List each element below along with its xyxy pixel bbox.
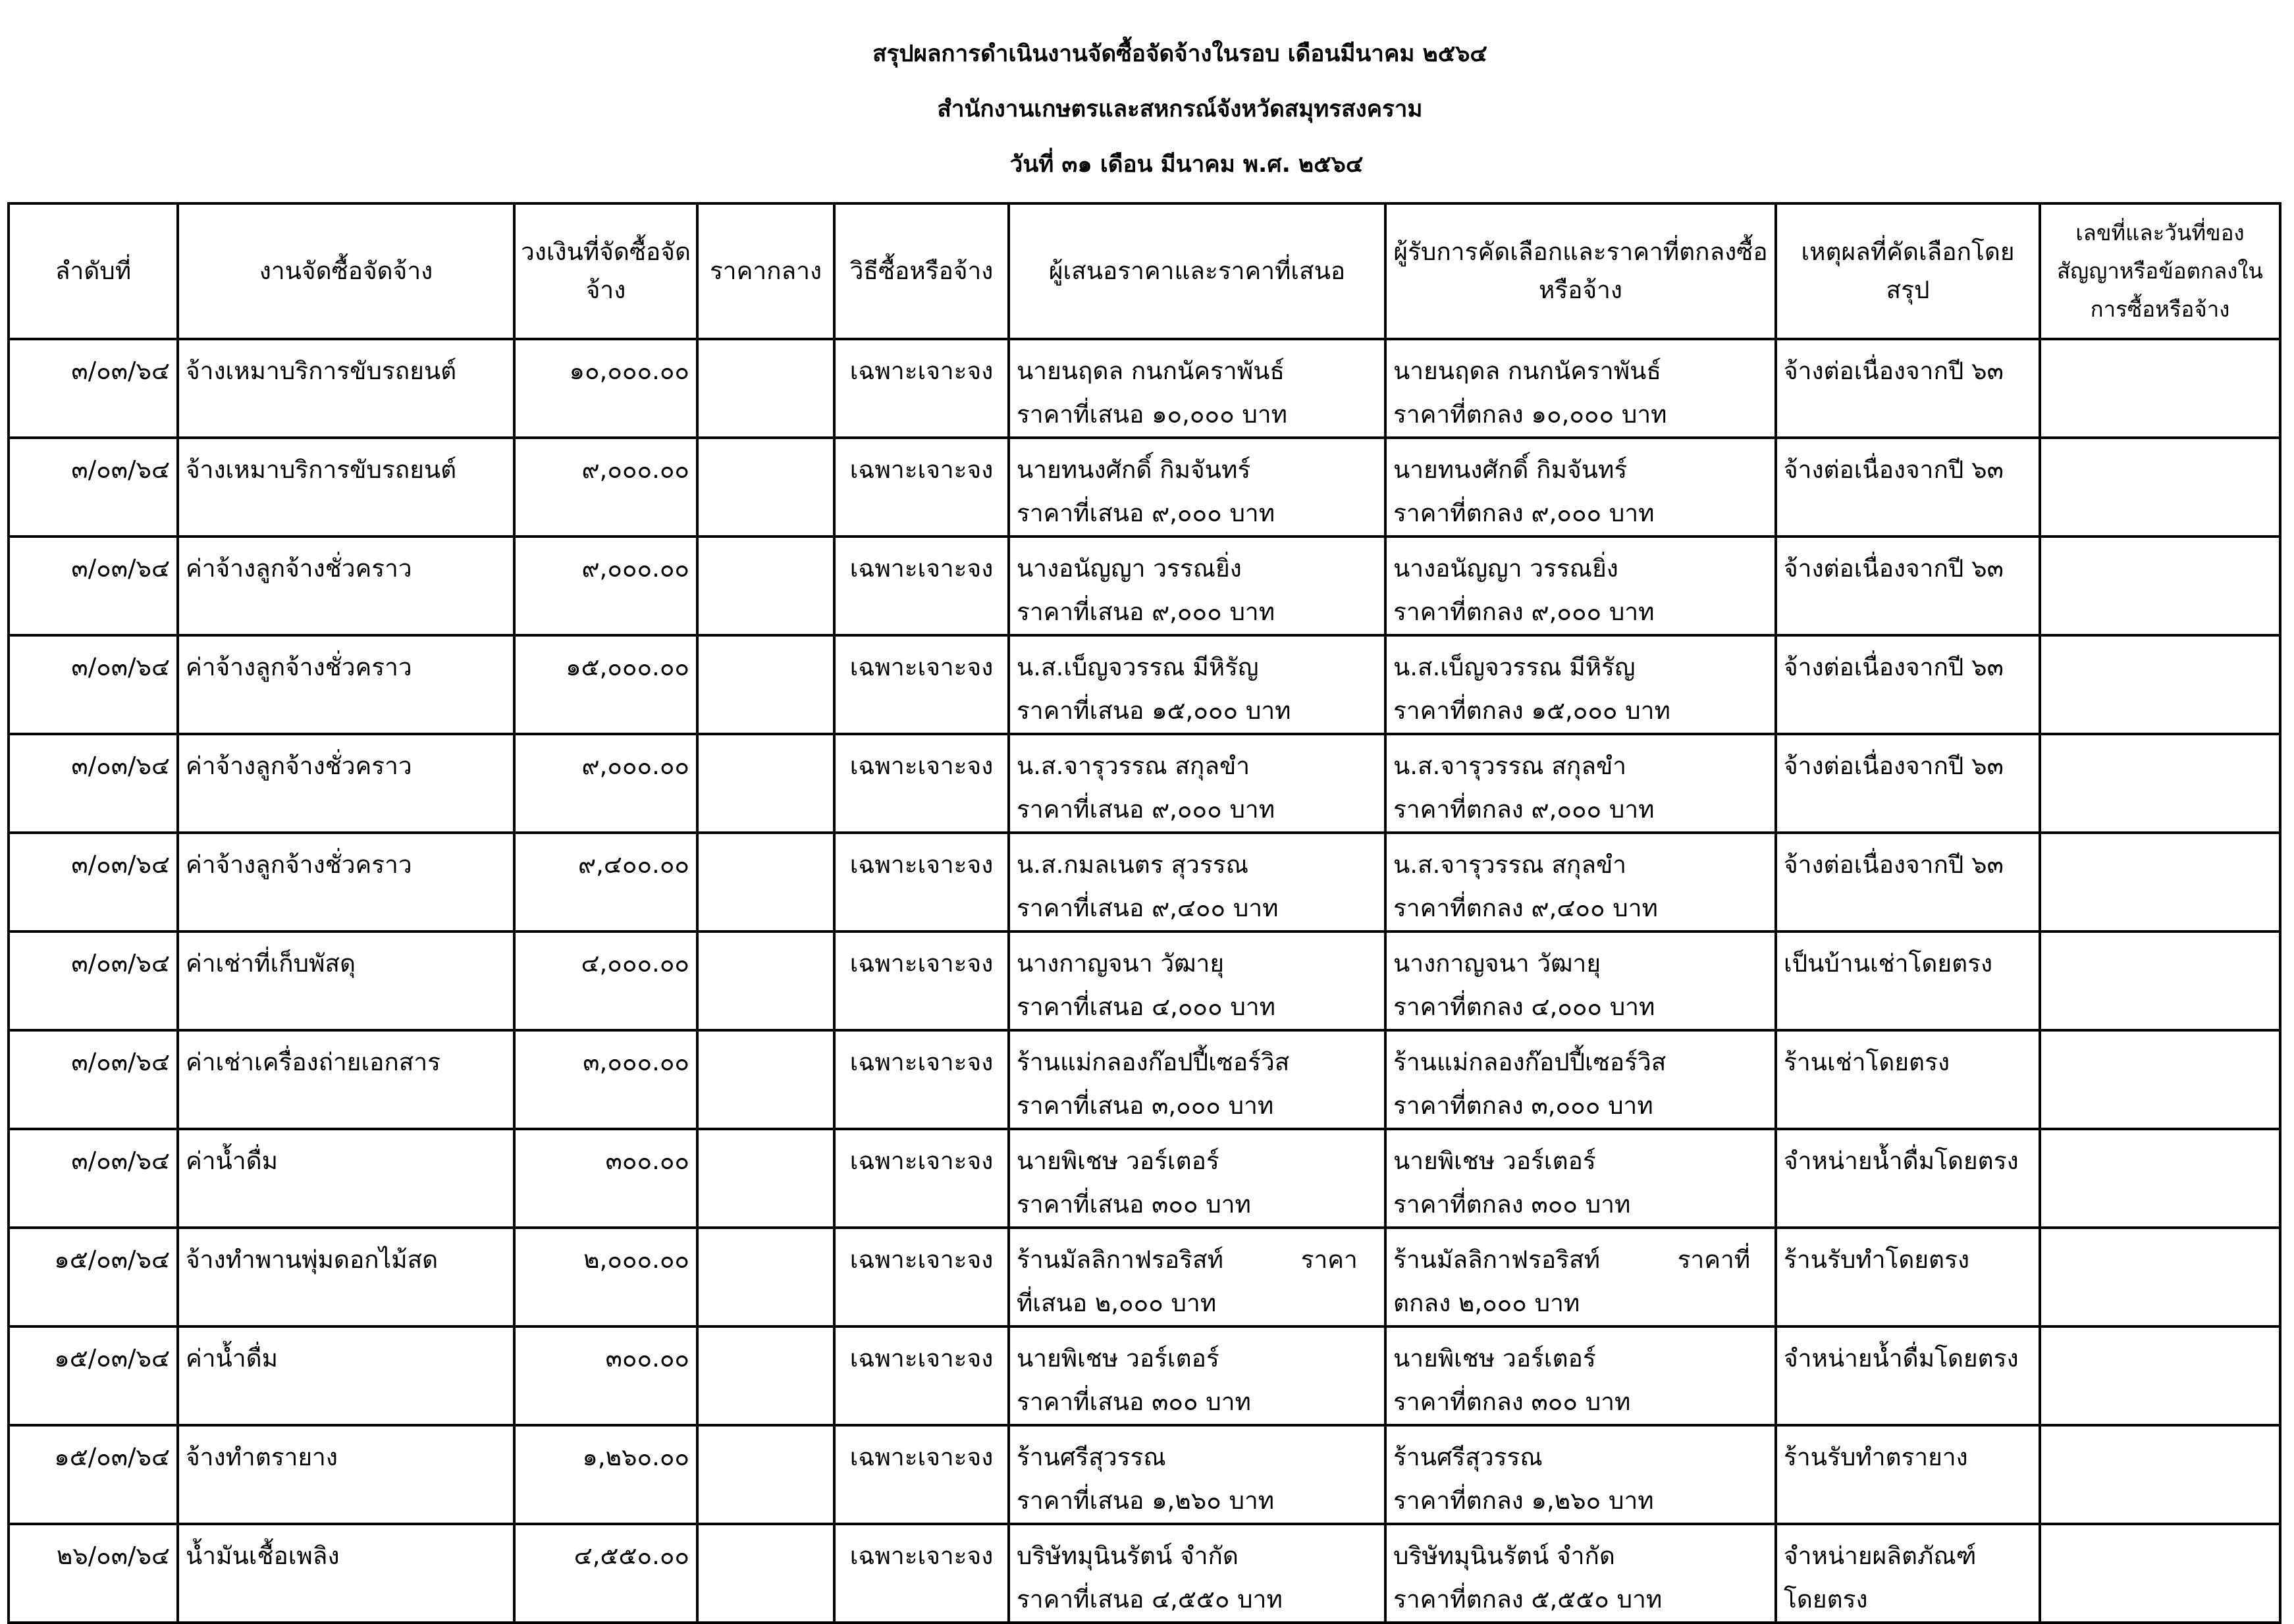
col-header-seq: ลำดับที่ [9,203,178,339]
col-header-contract: เลขที่และวันที่ของสัญญาหรือข้อตกลงในการซื้อหรือจ้าง [2040,203,2280,339]
bidder-price: ราคาที่เสนอ ๔,๕๕๐ บาท [1017,1585,1283,1613]
row-method: เฉพาะเจาะจง [834,1030,1009,1129]
table-row [9,635,2280,734]
row-method: เฉพาะเจาะจง [834,833,1009,931]
row-reason [1776,1228,2040,1326]
reason-line-1: จ้างต่อเนื่องจากปี ๖๓ [1784,653,2004,681]
winner-name: นายพิเชษ วอร์เตอร์ [1393,1344,1596,1373]
bidder-price: ราคาที่เสนอ ๑๕,๐๐๐ บาท [1017,696,1291,725]
bidder-price: ราคาที่เสนอ ๙,๐๐๐ บาท [1017,795,1275,824]
row-work: ค่าน้ำดื่ม [178,1326,514,1425]
row-budget: ๔,๕๕๐.๐๐ [514,1524,697,1623]
winner-price: ราคาที่ตกลง ๙,๐๐๐ บาท [1393,598,1655,626]
row-date: ๓/๐๓/๖๔ [9,734,178,833]
row-reason [1776,1030,2040,1129]
row-date: ๓/๐๓/๖๔ [9,438,178,537]
row-date: ๑๕/๐๓/๖๔ [9,1425,178,1524]
row-method: เฉพาะเจาะจง [834,537,1009,635]
row-median-price [697,931,834,1030]
col-header-budget: วงเงินที่จัดซื้อจัดจ้าง [514,203,697,339]
row-median-price [697,1030,834,1129]
reason-line-1: จำหน่ายน้ำดื่มโดยตรง [1784,1147,2019,1175]
row-contract [2040,1524,2280,1623]
table-row [9,1228,2280,1326]
col-header-bidders: ผู้เสนอราคาและราคาที่เสนอ [1009,203,1385,339]
winner-name: นางกาญจนา วัฒายุ [1393,949,1601,978]
row-bidder [1009,339,1385,438]
bidder-price: ราคาที่เสนอ ๑๐,๐๐๐ บาท [1017,400,1288,429]
row-date: ๓/๐๓/๖๔ [9,833,178,931]
row-work: น้ำมันเชื้อเพลิง [178,1524,514,1623]
row-bidder [1009,1228,1385,1326]
procurement-table [7,202,2281,1624]
bidder-name: นายพิเชษ วอร์เตอร์ [1017,1147,1219,1175]
winner-name: นายทนงศักดิ์ กิมจันทร์ [1393,456,1628,484]
table-row [9,1326,2280,1425]
reason-line-1: ร้านรับทำตรายาง [1784,1443,1968,1471]
winner-name: นายพิเชษ วอร์เตอร์ [1393,1147,1596,1175]
bidder-name: น.ส.จารุวรรณ สกุลขำ [1017,752,1250,780]
bidder-price: ราคาที่เสนอ ๑,๒๖๐ บาท [1017,1486,1275,1515]
row-bidder [1009,1524,1385,1623]
reason-line-1: เป็นบ้านเช่าโดยตรง [1784,949,1993,978]
row-bidder [1009,1030,1385,1129]
row-contract [2040,438,2280,537]
row-date: ๑๕/๐๓/๖๔ [9,1228,178,1326]
row-bidder [1009,734,1385,833]
reason-line-1: ร้านรับทำโดยตรง [1784,1245,1970,1274]
row-date: ๓/๐๓/๖๔ [9,1129,178,1228]
row-winner [1385,1524,1776,1623]
bidder-name: นายทนงศักดิ์ กิมจันทร์ [1017,456,1251,484]
row-method: เฉพาะเจาะจง [834,1228,1009,1326]
row-method: เฉพาะเจาะจง [834,734,1009,833]
row-reason [1776,339,2040,438]
winner-name: ร้านแม่กลองก๊อปปี้เซอร์วิส [1393,1048,1667,1076]
bidder-name: บริษัทมุนินรัตน์ จำกัด [1017,1542,1239,1570]
row-work: จ้างเหมาบริการขับรถยนต์ [178,438,514,537]
reason-line-1: จ้างต่อเนื่องจากปี ๖๓ [1784,851,2004,879]
row-method: เฉพาะเจาะจง [834,1425,1009,1524]
row-work: ค่าเช่าที่เก็บพัสดุ [178,931,514,1030]
row-winner [1385,1326,1776,1425]
row-median-price [697,339,834,438]
bidder-name: น.ส.เบ็ญจวรรณ มีหิรัญ [1017,653,1259,681]
agency-name: สำนักงานเกษตรและสหกรณ์จังหวัดสมุทรสงคราม [937,96,1423,122]
document-header [0,41,2294,207]
row-date: ๓/๐๓/๖๔ [9,635,178,734]
row-work: ค่าจ้างลูกจ้างชั่วคราว [178,537,514,635]
bidder-price: ราคาที่เสนอ ๙,๐๐๐ บาท [1017,598,1275,626]
table-row [9,833,2280,931]
row-reason [1776,635,2040,734]
reason-line-1: จำหน่ายผลิตภัณฑ์ [1784,1542,1977,1570]
winner-price: ราคาที่ตกลง ๙,๐๐๐ บาท [1393,499,1655,527]
row-reason [1776,438,2040,537]
winner-price: ราคาที่ตกลง ๑๐,๐๐๐ บาท [1393,400,1667,429]
row-budget: ๓,๐๐๐.๐๐ [514,1030,697,1129]
row-method: เฉพาะเจาะจง [834,931,1009,1030]
report-title: สรุปผลการดำเนินงานจัดซื้อจัดจ้างในรอบ เดือนมีนาคม ๒๕๖๔ [872,41,1487,67]
row-date: ๓/๐๓/๖๔ [9,537,178,635]
row-contract [2040,1425,2280,1524]
row-budget: ๓๐๐.๐๐ [514,1129,697,1228]
row-budget: ๙,๔๐๐.๐๐ [514,833,697,931]
bidder-price: ราคาที่เสนอ ๔,๐๐๐ บาท [1017,993,1275,1021]
row-work: จ้างทำพานพุ่มดอกไม้สด [178,1228,514,1326]
row-budget: ๒,๐๐๐.๐๐ [514,1228,697,1326]
row-bidder [1009,1326,1385,1425]
bidder-name: นายนฤดล กนกนัคราพันธ์ [1017,357,1285,385]
row-date: ๓/๐๓/๖๔ [9,339,178,438]
bidder-price: ที่เสนอ ๒,๐๐๐ บาท [1017,1289,1217,1317]
row-winner [1385,1030,1776,1129]
row-contract [2040,1129,2280,1228]
row-contract [2040,635,2280,734]
col-header-work: งานจัดซื้อจัดจ้าง [178,203,514,339]
row-winner [1385,734,1776,833]
row-median-price [697,1228,834,1326]
winner-name: น.ส.เบ็ญจวรรณ มีหิรัญ [1393,653,1636,681]
row-budget: ๙,๐๐๐.๐๐ [514,438,697,537]
table-row [9,1030,2280,1129]
row-median-price [697,537,834,635]
row-budget: ๑๐,๐๐๐.๐๐ [514,339,697,438]
reason-line-2: โดยตรง [1784,1585,1868,1613]
table-body [9,339,2280,1623]
winner-name: น.ส.จารุวรรณ สกุลขำ [1393,752,1627,780]
winner-price: ราคาที่ตกลง ๕,๕๕๐ บาท [1393,1585,1663,1613]
row-median-price [697,1326,834,1425]
table-row [9,1524,2280,1623]
winner-price: ราคาที่ตกลง ๓๐๐ บาท [1393,1190,1631,1218]
row-budget: ๑,๒๖๐.๐๐ [514,1425,697,1524]
col-header-reason: เหตุผลที่คัดเลือกโดยสรุป [1776,203,2040,339]
row-winner [1385,833,1776,931]
table-row [9,1425,2280,1524]
row-contract [2040,1326,2280,1425]
row-median-price [697,635,834,734]
row-work: ค่าจ้างลูกจ้างชั่วคราว [178,833,514,931]
table-row [9,438,2280,537]
row-work: จ้างเหมาบริการขับรถยนต์ [178,339,514,438]
reason-line-1: จ้างต่อเนื่องจากปี ๖๓ [1784,357,2004,385]
bidder-name: ร้านมัลลิกาฟรอริสท์ ราคา [1017,1245,1358,1274]
row-median-price [697,1129,834,1228]
row-median-price [697,1524,834,1623]
bidder-name: ร้านศรีสุวรรณ [1017,1443,1166,1471]
winner-name: นายนฤดล กนกนัคราพันธ์ [1393,357,1661,385]
row-contract [2040,931,2280,1030]
row-method: เฉพาะเจาะจง [834,438,1009,537]
reason-line-1: ร้านเช่าโดยตรง [1784,1048,1950,1076]
row-reason [1776,1425,2040,1524]
row-work: ค่าเช่าเครื่องถ่ายเอกสาร [178,1030,514,1129]
row-winner [1385,1228,1776,1326]
row-method: เฉพาะเจาะจง [834,1129,1009,1228]
winner-name: น.ส.จารุวรรณ สกุลขำ [1393,851,1627,879]
row-median-price [697,1425,834,1524]
row-bidder [1009,438,1385,537]
bidder-price: ราคาที่เสนอ ๓๐๐ บาท [1017,1190,1251,1218]
row-bidder [1009,931,1385,1030]
table-row [9,339,2280,438]
row-reason [1776,734,2040,833]
table-row [9,1129,2280,1228]
winner-name: นางอนัญญา วรรณยิ่ง [1393,554,1618,583]
row-reason [1776,1129,2040,1228]
row-bidder [1009,635,1385,734]
row-budget: ๑๕,๐๐๐.๐๐ [514,635,697,734]
row-reason [1776,1524,2040,1623]
bidder-price: ราคาที่เสนอ ๓,๐๐๐ บาท [1017,1091,1274,1120]
row-work: ค่าจ้างลูกจ้างชั่วคราว [178,734,514,833]
winner-price: ราคาที่ตกลง ๑๕,๐๐๐ บาท [1393,696,1670,725]
row-bidder [1009,1425,1385,1524]
row-contract [2040,537,2280,635]
row-median-price [697,833,834,931]
row-method: เฉพาะเจาะจง [834,339,1009,438]
row-work: จ้างทำตรายาง [178,1425,514,1524]
row-date: ๓/๐๓/๖๔ [9,931,178,1030]
winner-price: ราคาที่ตกลง ๑,๒๖๐ บาท [1393,1486,1654,1515]
row-contract [2040,339,2280,438]
bidder-price: ราคาที่เสนอ ๓๐๐ บาท [1017,1388,1251,1416]
row-median-price [697,734,834,833]
winner-price: ราคาที่ตกลง ๙,๔๐๐ บาท [1393,894,1658,922]
table-header-row [9,203,2280,339]
reason-line-1: จ้างต่อเนื่องจากปี ๖๓ [1784,456,2004,484]
row-work: ค่าจ้างลูกจ้างชั่วคราว [178,635,514,734]
bidder-price: ราคาที่เสนอ ๙,๔๐๐ บาท [1017,894,1279,922]
col-header-median-price: ราคากลาง [697,203,834,339]
row-median-price [697,438,834,537]
row-winner [1385,438,1776,537]
reason-line-1: จำหน่ายน้ำดื่มโดยตรง [1784,1344,2019,1373]
bidder-price: ราคาที่เสนอ ๙,๐๐๐ บาท [1017,499,1275,527]
row-contract [2040,1228,2280,1326]
row-reason [1776,537,2040,635]
row-bidder [1009,1129,1385,1228]
row-budget: ๓๐๐.๐๐ [514,1326,697,1425]
winner-price: ราคาที่ตกลง ๙,๐๐๐ บาท [1393,795,1655,824]
winner-price: ราคาที่ตกลง ๓๐๐ บาท [1393,1388,1631,1416]
row-date: ๒๖/๐๓/๖๔ [9,1524,178,1623]
bidder-name: นายพิเชษ วอร์เตอร์ [1017,1344,1219,1373]
row-reason [1776,1326,2040,1425]
table-row [9,734,2280,833]
winner-name: ร้านมัลลิกาฟรอริสท์ ราคาที่ [1393,1245,1751,1274]
row-work: ค่าน้ำดื่ม [178,1129,514,1228]
table-row [9,931,2280,1030]
row-budget: ๙,๐๐๐.๐๐ [514,734,697,833]
row-date: ๑๕/๐๓/๖๔ [9,1326,178,1425]
row-reason [1776,833,2040,931]
bidder-name: น.ส.กมลเนตร สุวรรณ [1017,851,1248,879]
row-contract [2040,1030,2280,1129]
row-date: ๓/๐๓/๖๔ [9,1030,178,1129]
report-date: วันที่ ๓๑ เดือน มีนาคม พ.ศ. ๒๕๖๔ [1009,151,1364,178]
winner-price: ราคาที่ตกลง ๔,๐๐๐ บาท [1393,993,1655,1021]
winner-name: บริษัทมุนินรัตน์ จำกัด [1393,1542,1615,1570]
row-budget: ๙,๐๐๐.๐๐ [514,537,697,635]
row-winner [1385,339,1776,438]
row-winner [1385,635,1776,734]
row-winner [1385,1129,1776,1228]
row-winner [1385,1425,1776,1524]
row-budget: ๔,๐๐๐.๐๐ [514,931,697,1030]
row-method: เฉพาะเจาะจง [834,1326,1009,1425]
col-header-method: วิธีซื้อหรือจ้าง [834,203,1009,339]
reason-line-1: จ้างต่อเนื่องจากปี ๖๓ [1784,554,2004,583]
row-contract [2040,833,2280,931]
reason-line-1: จ้างต่อเนื่องจากปี ๖๓ [1784,752,2004,780]
col-header-winner: ผู้รับการคัดเลือกและราคาที่ตกลงซื้อหรือจ้าง [1385,203,1776,339]
row-method: เฉพาะเจาะจง [834,1524,1009,1623]
row-bidder [1009,833,1385,931]
row-winner [1385,537,1776,635]
bidder-name: ร้านแม่กลองก๊อปปี้เซอร์วิส [1017,1048,1290,1076]
row-bidder [1009,537,1385,635]
row-method: เฉพาะเจาะจง [834,635,1009,734]
row-reason [1776,931,2040,1030]
table-row [9,537,2280,635]
row-winner [1385,931,1776,1030]
winner-price: ตกลง ๒,๐๐๐ บาท [1393,1289,1580,1317]
bidder-name: นางกาญจนา วัฒายุ [1017,949,1225,978]
bidder-name: นางอนัญญา วรรณยิ่ง [1017,554,1242,583]
winner-price: ราคาที่ตกลง ๓,๐๐๐ บาท [1393,1091,1653,1120]
winner-name: ร้านศรีสุวรรณ [1393,1443,1543,1471]
row-contract [2040,734,2280,833]
